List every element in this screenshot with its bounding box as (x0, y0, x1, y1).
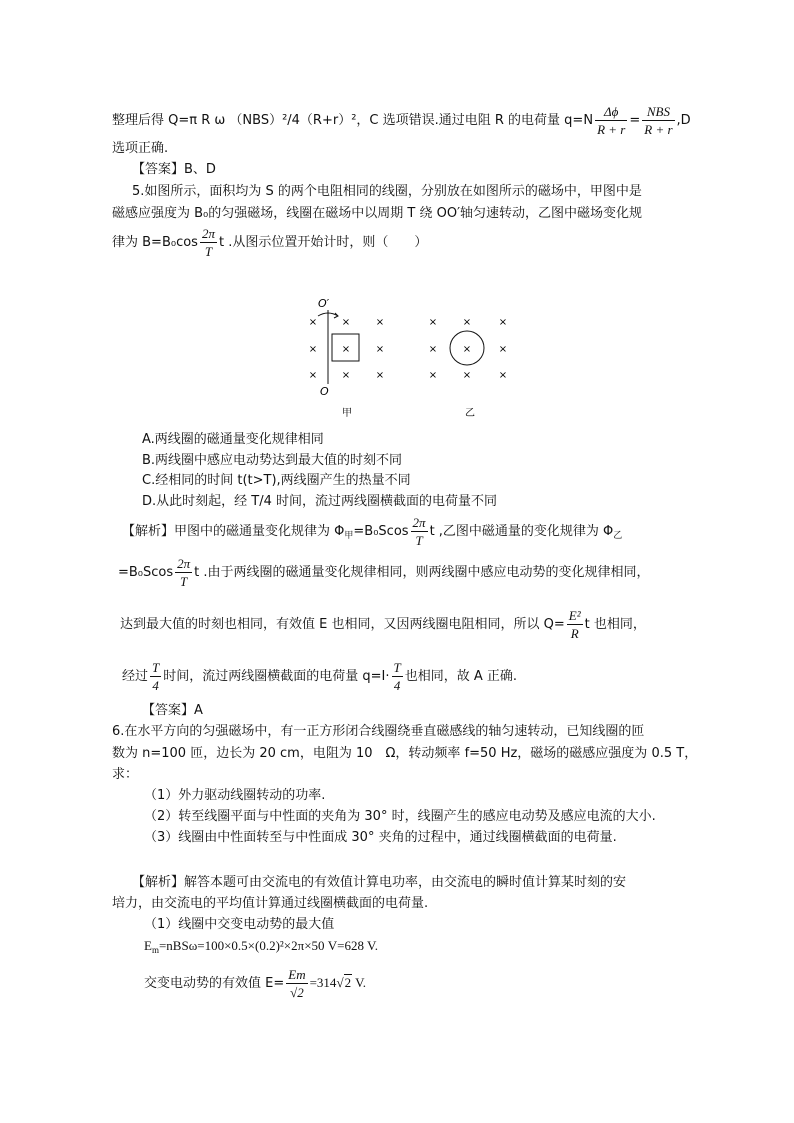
figure-label-a: 甲 (342, 408, 352, 419)
text: = (629, 113, 641, 128)
numerator: Δϕ (595, 103, 627, 121)
solution-text: （1）线圈中交变电动势的最大值 (144, 917, 335, 932)
numerator: NBS (642, 103, 674, 121)
rotation-arrowhead (334, 313, 338, 318)
fraction (642, 103, 674, 138)
solution-text (118, 555, 650, 590)
fraction (567, 607, 583, 642)
field-marks-a (309, 317, 384, 381)
solution-text (122, 514, 622, 549)
denominator: √2 (290, 985, 304, 1000)
text-line: 选项正确. (112, 141, 169, 156)
text: ,D (676, 113, 691, 128)
text: t .从图示位置开始计时，则（ ） (218, 235, 428, 250)
text: =B₀Scos (353, 524, 409, 539)
text: 达到最大值的时刻也相同，有效值 E 也相同，又因两线圈电阻相同，所以 Q= (120, 617, 565, 632)
field-x: × (308, 317, 318, 328)
question-text: 6.在水平方向的匀强磁场中，有一正方形闭合线圈绕垂直磁感线的轴匀速转动，已知线圈的匝 (112, 724, 645, 739)
field-x: × (375, 317, 385, 328)
magnetic-field-figure (300, 294, 530, 424)
numerator: Em (288, 967, 306, 982)
denominator: T (180, 574, 188, 589)
subscript: 乙 (613, 531, 623, 541)
text: =nBSω=100×0.5×(0.2)²×2π×50 V=628 V. (158, 938, 378, 953)
text-line (112, 103, 691, 138)
denominator: 4 (152, 678, 159, 693)
text: 律为 B=B₀cos (112, 235, 198, 250)
subscript: 甲 (344, 531, 354, 541)
solution-text: 【解析】解答本题可由交流电的有效值计算电功率，由交流电的瞬时值计算某时刻的安 (132, 875, 627, 890)
square-root: √2 (336, 975, 352, 990)
text: E (144, 938, 152, 953)
fraction (595, 103, 627, 138)
text: t .由于两线圈的磁通量变化规律相同，则两线圈中感应电动势的变化规律相同， (194, 565, 650, 580)
field-x: × (308, 344, 318, 355)
field-x: × (462, 344, 472, 355)
sub-question-1: （1）外力驱动线圈转动的功率. (144, 788, 326, 803)
field-x: × (308, 370, 318, 381)
numerator: 2π (412, 515, 426, 530)
numerator: T (393, 660, 401, 675)
text: 时间，流过两线圈横截面的电荷量 q=I· (163, 669, 390, 684)
answer-label: 【答案】A (142, 703, 203, 718)
denominator: R + r (644, 122, 673, 137)
fraction (175, 555, 192, 590)
question-text: 求： (112, 767, 139, 782)
text: 经过 (122, 669, 149, 684)
axis-label-bottom: O (320, 385, 329, 398)
text: 整理后得 Q=π R ω （NBS）²/4（R+r）²，C 选项错误.通过电阻 R 的电荷量 q=N (112, 113, 594, 128)
field-x: × (498, 317, 508, 328)
solution-text (122, 659, 517, 694)
numerator: T (152, 660, 160, 675)
field-x: × (428, 344, 438, 355)
text: 【解析】甲图中的磁通量变化规律为 Φ (122, 524, 345, 539)
field-marks-b (429, 317, 507, 381)
denominator: 4 (393, 678, 401, 693)
answer-label: 【答案】B、D (132, 162, 216, 177)
text: 交变电动势的有效值 E= (144, 976, 285, 991)
numerator: 2π (177, 556, 191, 571)
formula-line (144, 937, 378, 959)
field-x: × (375, 344, 385, 355)
field-x: × (462, 317, 472, 328)
field-x: × (428, 317, 438, 328)
option-a: A.两线圈的磁通量变化规律相同 (142, 432, 324, 447)
field-x: × (375, 370, 385, 381)
formula-line (144, 966, 366, 1001)
field-x: × (498, 370, 508, 381)
numerator: 2π (201, 226, 215, 241)
denominator: T (204, 244, 213, 259)
denominator: R + r (597, 122, 626, 137)
fraction (411, 514, 428, 549)
question-text (112, 225, 427, 260)
question-text: 数为 n=100 匝，边长为 20 cm，电阻为 10 Ω，转动频率 f=50 Hz，磁场的磁感应强度为 0.5 T， (112, 746, 698, 761)
option-d: D.从此时刻起，经 T/4 时间，流过两线圈横截面的电荷量不同 (142, 494, 497, 509)
text: t 也相同， (584, 617, 646, 632)
subscript: m (151, 945, 159, 955)
field-x: × (341, 317, 351, 328)
denominator: T (415, 533, 423, 548)
numerator: E² (568, 608, 581, 623)
fraction (392, 659, 403, 694)
figure-label-b: 乙 (465, 408, 475, 419)
fraction (286, 966, 307, 1001)
radicand: 2 (344, 975, 352, 990)
question-text: 5.如图所示，面积均为 S 的两个电阻相同的线圈，分别放在如图所示的磁场中，甲图中是 (132, 184, 642, 199)
text: =B₀Scos (118, 565, 174, 580)
solution-text: 培力，由交流电的平均值计算通过线圈横截面的电荷量. (112, 896, 429, 911)
field-x: × (462, 370, 472, 381)
text: 也相同，故 A 正确. (404, 669, 518, 684)
field-x: × (428, 370, 438, 381)
sub-question-2: （2）转至线圈平面与中性面的夹角为 30° 时，线圈产生的感应电动势及感应电流的大小. (144, 809, 656, 824)
option-c: C.经相同的时间 t(t>T),两线圈产生的热量不同 (142, 473, 411, 488)
question-text: 磁感应强度为 B₀的匀强磁场，线圈在磁场中以周期 T 绕 OO′轴匀速转动，乙图中磁场变化规 (112, 206, 643, 221)
fraction (150, 659, 161, 694)
fraction (200, 225, 217, 260)
field-x: × (341, 370, 351, 381)
solution-text (120, 607, 646, 642)
sub-question-3: （3）线圈由中性面转至与中性面成 30° 夹角的过程中，通过线圈横截面的电荷量. (144, 830, 617, 845)
text: V. (352, 975, 367, 990)
text: =314 (309, 975, 337, 990)
field-x: × (498, 344, 508, 355)
text: t ,乙图中磁通量的变化规律为 Φ (429, 524, 614, 539)
option-b: B.两线圈中感应电动势达到最大值的时刻不同 (142, 453, 403, 468)
denominator: R (570, 626, 579, 641)
field-x: × (341, 344, 351, 355)
axis-label-top: O′ (318, 297, 330, 310)
